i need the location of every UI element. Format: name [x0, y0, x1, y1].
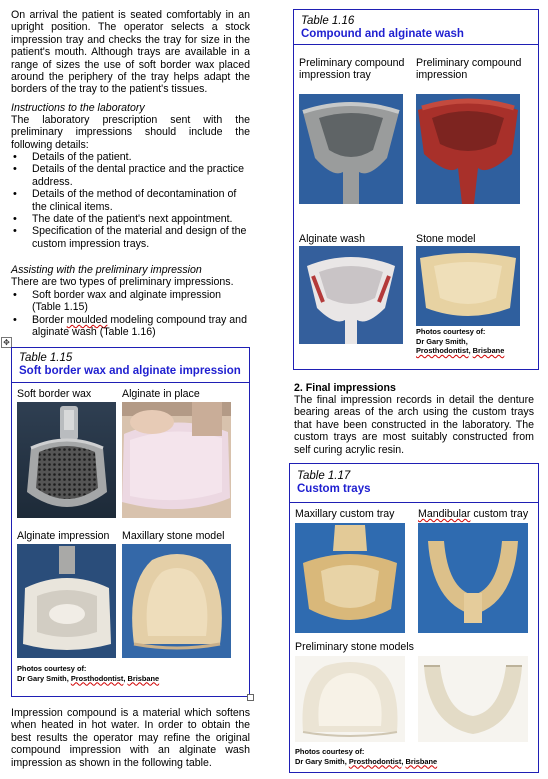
list-item: • Soft border wax and alginate impression (Table 1.15) [11, 289, 250, 314]
photo-stone-model [416, 246, 520, 326]
assisting-text: There are two types of preliminary impressions. [11, 276, 234, 288]
misspelled-word: moulded [66, 313, 108, 326]
credit-line: Photos courtesy of: [17, 664, 87, 673]
table-title: Custom trays [297, 483, 371, 495]
credit-line: Photos courtesy of: [295, 747, 365, 756]
misspelled-word: Prosthodontist [70, 673, 124, 683]
photo-stone-model-mandibular [418, 656, 528, 742]
assisting-heading: Assisting with the preliminary impression [11, 264, 202, 276]
photo-compound-impression [416, 94, 520, 204]
credit-line [295, 757, 437, 767]
photo-stone-model-maxillary [295, 656, 405, 742]
table-number: Table 1.15 [19, 352, 73, 364]
credit-text: , [468, 346, 473, 356]
credit-line [416, 346, 504, 356]
list-item: • The date of the patient's next appointment. [11, 213, 250, 225]
credit-line: Dr Gary Smith, [416, 336, 468, 346]
misspelled-word: Prosthodontist [416, 346, 469, 356]
photo-maxillary-stone-model [122, 544, 231, 658]
credit-line [17, 674, 159, 684]
photo-alginate-impression [17, 544, 116, 658]
instructions-heading: Instructions to the laboratory [11, 102, 145, 114]
photo-mandibular-custom-tray [418, 523, 528, 633]
cell-caption: Stone model [416, 233, 476, 245]
misspelled-word: Mandibular [418, 508, 471, 520]
cell-caption: Alginate impression [17, 530, 110, 542]
cell-caption: Preliminary compound impression tray [299, 57, 405, 81]
list-item: • Specification of the material and design of the custom impression trays. [11, 225, 250, 250]
table-1-16 [293, 9, 539, 370]
table-1-15 [11, 347, 250, 697]
cell-caption: Alginate in place [122, 388, 200, 400]
instructions-text: The laboratory prescription sent with the preliminary impressions should include the following details: [11, 114, 250, 151]
photo-credit [17, 664, 159, 683]
table-header [290, 464, 538, 503]
photo-maxillary-custom-tray [295, 523, 405, 633]
cell-caption: Preliminary compound impression [416, 57, 522, 81]
credit-text: Dr Gary Smith, [295, 756, 349, 766]
cell-caption: Maxillary custom tray [295, 508, 395, 520]
misspelled-word: Brisbane [472, 346, 505, 356]
cell-caption: Preliminary stone models [295, 641, 414, 653]
assisting-list [11, 289, 250, 339]
table-title: Compound and alginate wash [301, 28, 464, 40]
list-item: • Details of the method of decontamination of the clinical items. [11, 188, 250, 213]
photo-compound-impression-tray [299, 94, 403, 204]
move-handle-icon[interactable]: ✥ [1, 337, 12, 348]
list-item [11, 314, 250, 339]
list-item: • Details of the dental practice and the practice address. [11, 163, 250, 188]
table-header [12, 348, 249, 383]
instructions-list [11, 151, 250, 250]
photo-credit [295, 747, 437, 766]
photo-alginate-wash [299, 246, 403, 344]
table-header [294, 10, 538, 45]
table-number: Table 1.17 [297, 470, 351, 482]
cell-caption: Soft border wax [17, 388, 92, 400]
cell-caption: Maxillary stone model [122, 530, 225, 542]
table-number: Table 1.16 [301, 15, 355, 27]
photo-credit [416, 327, 504, 356]
final-heading: 2. Final impressions [294, 382, 396, 394]
final-text: The final impression records in detail the denture bearing areas of the arch using the custom trays that have been constructed in the laboratory. The custom trays are most suitably constructed from self curing acrylic resin. [294, 394, 534, 456]
item-text: Border [32, 313, 67, 326]
photo-alginate-in-place [122, 402, 231, 518]
credit-text: Dr Gary Smith, [17, 673, 71, 683]
photo-soft-border-wax [17, 402, 116, 518]
compound-paragraph: Impression compound is a material which softens when heated in hot water. In order to obtain the best results the operator may refine the original compound impression with an alginate wash impression as shown in the following table. [11, 707, 250, 769]
credit-line: Photos courtesy of: [416, 327, 486, 336]
table-title: Soft border wax and alginate impression [19, 365, 241, 377]
misspelled-word: Prosthodontist [348, 756, 402, 766]
credit-text: , [123, 673, 128, 683]
cell-caption: Alginate wash [299, 233, 365, 245]
misspelled-word: Brisbane [127, 673, 160, 683]
misspelled-word: Brisbane [405, 756, 438, 766]
list-item: • Details of the patient. [11, 151, 250, 163]
table-1-17 [289, 463, 539, 773]
resize-handle[interactable] [247, 694, 254, 701]
caption-text: custom tray [470, 508, 529, 520]
item-text: modeling compound tray and alginate wash (Table 1.16) [32, 313, 247, 339]
intro-paragraph: On arrival the patient is seated comfortably in an upright position. The operator selects a stock impression tray and checks the tray for size in the patient's mouth. Although trays are available in a range of sizes the use of soft border wax placed around the periphery of the tray helps adapt the borders of the tray to the patient's tissues. [11, 9, 250, 96]
credit-text: , [401, 756, 406, 766]
cell-caption [418, 508, 528, 520]
